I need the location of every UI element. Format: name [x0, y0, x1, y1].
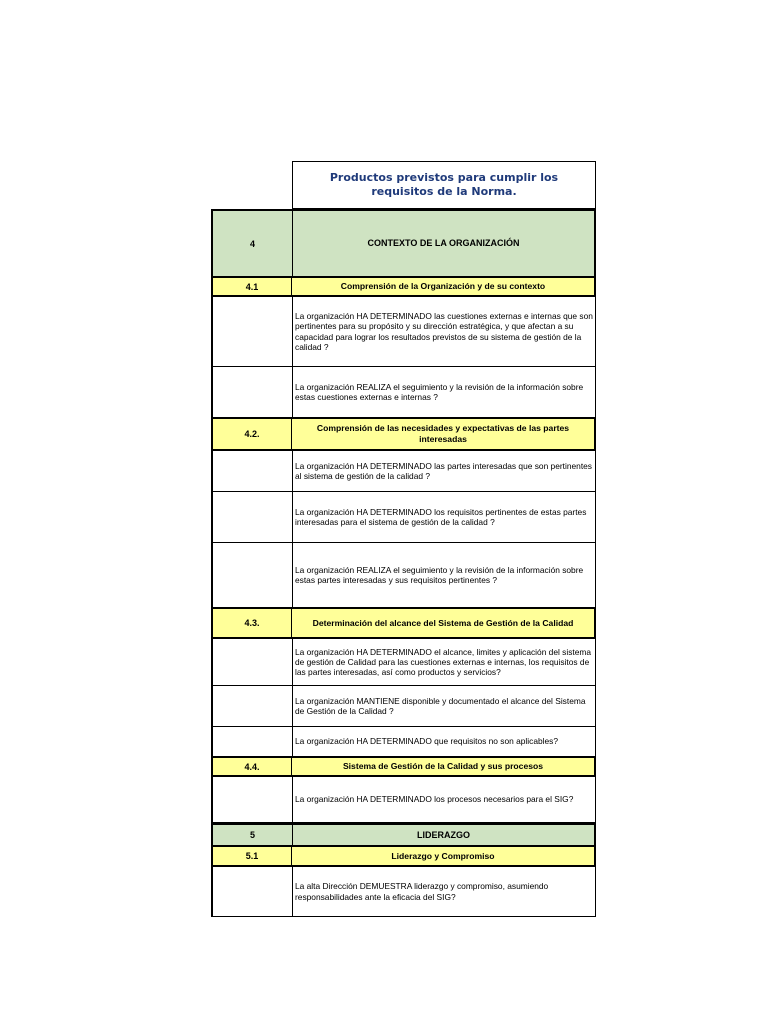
question-text: La alta Dirección DEMUESTRA liderazgo y compromiso, asumiendo responsabilidades ante la eficacia del SIG? — [292, 867, 596, 917]
section-row — [211, 846, 596, 867]
header-title-cell: Productos previstos para cumplir los requisitos de la Norma. — [292, 161, 596, 209]
question-text: La organización REALIZA el seguimiento y la revisión de la información sobre estas cuestiones externas e internas ? — [292, 367, 596, 418]
chapter-row — [211, 823, 596, 846]
question-number-cell — [211, 492, 292, 543]
section-row — [211, 608, 596, 639]
question-row — [211, 727, 596, 757]
question-number-cell — [211, 639, 292, 686]
question-row — [211, 367, 596, 418]
section-number: 4.3. — [211, 608, 292, 639]
question-row — [211, 867, 596, 917]
header-number-cell — [211, 161, 292, 209]
question-text: La organización REALIZA el seguimiento y la revisión de la información sobre estas partes interesadas y sus requisitos pertinentes ? — [292, 543, 596, 608]
chapter-number: 4 — [211, 209, 292, 277]
question-text: La organización HA DETERMINADO que requisitos no son aplicables? — [292, 727, 596, 757]
section-number: 4.2. — [211, 418, 292, 451]
question-number-cell — [211, 451, 292, 492]
table-header-row — [211, 161, 596, 209]
section-row — [211, 418, 596, 451]
chapter-title: CONTEXTO DE LA ORGANIZACIÓN — [292, 209, 596, 277]
question-text: La organización HA DETERMINADO las cuestiones externas e internas que son pertinentes para su propósito y su dirección estratégica, y que afectan a su capacidad para lograr los resultados previstos de su sistema de gestión de la calidad ? — [292, 297, 596, 367]
question-row — [211, 777, 596, 823]
section-title: Comprensión de las necesidades y expectativas de las partes interesadas — [292, 418, 596, 451]
question-number-cell — [211, 727, 292, 757]
question-row — [211, 492, 596, 543]
question-number-cell — [211, 777, 292, 823]
section-number: 4.1 — [211, 277, 292, 297]
chapter-title: LIDERAZGO — [292, 823, 596, 846]
question-number-cell — [211, 867, 292, 917]
chapter-row — [211, 209, 596, 277]
question-row — [211, 543, 596, 608]
question-number-cell — [211, 686, 292, 727]
section-title: Comprensión de la Organización y de su contexto — [292, 277, 596, 297]
chapter-number: 5 — [211, 823, 292, 846]
section-title: Sistema de Gestión de la Calidad y sus procesos — [292, 757, 596, 777]
question-text: La organización HA DETERMINADO los requisitos pertinentes de estas partes interesadas para el sistema de gestión de la calidad ? — [292, 492, 596, 543]
question-number-cell — [211, 297, 292, 367]
question-text: La organización HA DETERMINADO las partes interesadas que son pertinentes al sistema de gestión de la calidad ? — [292, 451, 596, 492]
section-row — [211, 757, 596, 777]
question-text: La organización MANTIENE disponible y documentado el alcance del Sistema de Gestión de la Calidad ? — [292, 686, 596, 727]
section-row — [211, 277, 596, 297]
question-number-cell — [211, 367, 292, 418]
question-text: La organización HA DETERMINADO el alcance, limites y aplicación del sistema de gestión de Calidad para las cuestiones externas e internas, los requisitos de las partes interesadas, así como productos y servicios? — [292, 639, 596, 686]
requirements-table — [211, 161, 596, 917]
section-title: Liderazgo y Compromiso — [292, 846, 596, 867]
section-title: Determinación del alcance del Sistema de Gestión de la Calidad — [292, 608, 596, 639]
section-number: 5.1 — [211, 846, 292, 867]
question-row — [211, 451, 596, 492]
question-row — [211, 639, 596, 686]
question-number-cell — [211, 543, 292, 608]
section-number: 4.4. — [211, 757, 292, 777]
question-row — [211, 686, 596, 727]
question-text: La organización HA DETERMINADO los procesos necesarios para el SIG? — [292, 777, 596, 823]
question-row — [211, 297, 596, 367]
